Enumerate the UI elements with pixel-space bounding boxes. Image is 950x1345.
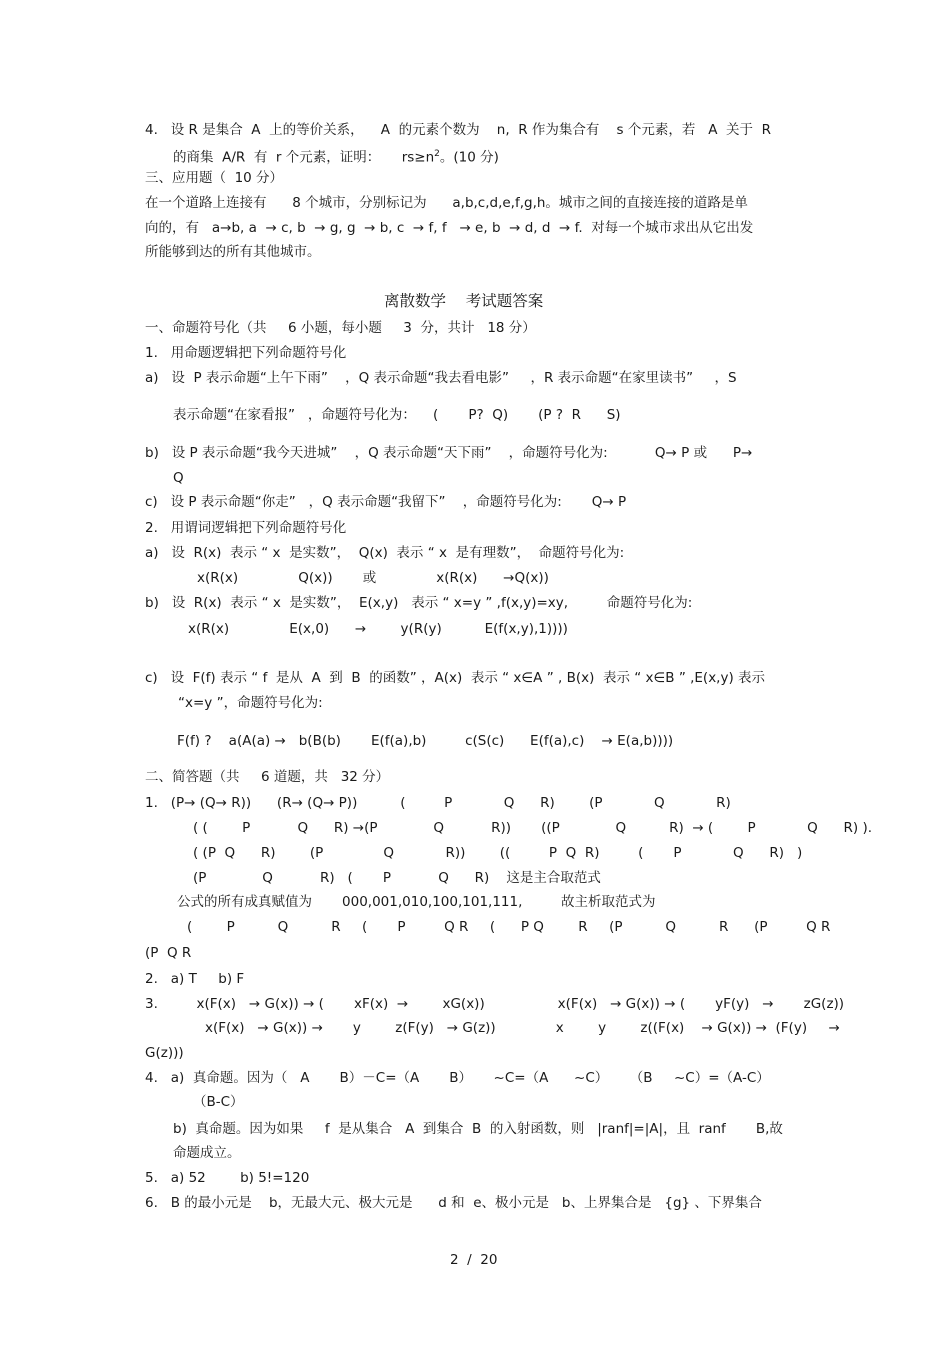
section-3-heading: 三、应用题（ 10 分） [145, 170, 284, 186]
answer-line: Q [173, 470, 184, 486]
formula-line: (P Q R [145, 945, 192, 961]
formula-line: G(z))) [145, 1045, 184, 1061]
formula-line: ( ( P Q R) →(P Q R)) ((P Q R) → ( P Q R) ). [193, 820, 873, 836]
answer-line: 6. B 的最小元是 b，无最大元、极大元是 d 和 e、极小元是 b、上界集合是 {g} 、下界集合 [145, 1195, 762, 1211]
answer-line: 公式的所有成真赋值为 000,001,010,100,101,111, 故主析取范式为 [177, 894, 656, 910]
answer-line: c) 设 P 表示命题“你走” ，Q 表示命题“我留下” ，命题符号化为: Q→ P [145, 494, 627, 510]
formula-line: x(R(x) E(x,0) → y(R(y) E(f(x,y),1)))) [188, 621, 568, 637]
answer-line: b) 设 R(x) 表示 “ x 是实数”， E(x,y) 表示 “ x=y ” ,f(x,y)=xy, 命题符号化为: [145, 595, 693, 611]
answer-line: 表示命题“在家看报” ，命题符号化为： ( P? Q) (P ? R S) [173, 407, 621, 423]
formula-line: 3. x(F(x) → G(x)) → ( xF(x) → xG(x)) x(F(x) → G(x)) → ( yF(y) → zG(z)) [145, 996, 845, 1012]
answer-line: 1. 用命题逻辑把下列命题符号化 [145, 345, 347, 361]
answer-line: c) 设 F(f) 表示 “ f 是从 A 到 B 的函数” ，A(x) 表示 “ x∈A ” , B(x) 表示 “ x∈B ” ,E(x,y) 表示 [145, 670, 766, 686]
section-3-text: 向的，有 a→b, a → c, b → g, g → b, c → f, f → e, b → d, d → f. 对每一个城市求出从它出发 [145, 220, 754, 236]
answers-title: 离散数学 考试题答案 [384, 292, 544, 310]
answer-line: 2. 用谓词逻辑把下列命题符号化 [145, 520, 347, 536]
formula-line: x(R(x) Q(x)) 或 x(R(x) →Q(x)) [197, 570, 549, 586]
question-4-line-2 [173, 145, 499, 167]
formula-line: ( (P Q R) (P Q R)) (( P Q R) ( P Q R) ) [193, 845, 803, 861]
formula-line: (P Q R) ( P Q R) 这是主合取范式 [193, 870, 601, 886]
answer-line: a) 设 R(x) 表示 “ x 是实数”， Q(x) 表示 “ x 是有理数”， 命题符号化为: [145, 545, 625, 561]
answer-line: 5. a) 52 b) 5!=120 [145, 1170, 310, 1186]
question-4-line-1: 4. 设 R 是集合 A 上的等价关系， A 的元素个数为 n, R 作为集合有 s 个元素，若 A 关于 R [145, 122, 772, 138]
answer-line: 命题成立。 [173, 1145, 241, 1161]
formula-line: F(f) ? a(A(a) → b(B(b) E(f(a),b) c(S(c) E(f(a),c) → E(a,b)))) [177, 733, 674, 749]
section-heading: 二、简答题（共 6 道题，共 32 分） [145, 769, 390, 785]
answer-line: （B-C） [193, 1094, 244, 1110]
answer-line: b) 设 P 表示命题“我今天进城” ，Q 表示命题“天下雨” ，命题符号化为: Q→ P 或 P→ [145, 445, 753, 461]
answer-line: 2. a) T b) F [145, 971, 245, 987]
formula-line: 1. (P→ (Q→ R)) (R→ (Q→ P)) ( P Q R) (P Q R) [145, 795, 731, 811]
section-heading: 一、命题符号化（共 6 小题，每小题 3 分，共计 18 分） [145, 320, 536, 336]
question-4-score: 。(10 分) [439, 149, 499, 166]
section-3-text: 所能够到达的所有其他城市。 [145, 244, 321, 260]
question-4-text: 的商集 A/R 有 r 个元素，证明： rs≥n [173, 149, 435, 166]
answer-line: a) 设 P 表示命题“上午下雨” ，Q 表示命题“我去看电影” ，R 表示命题“在家里读书” ，S [145, 370, 737, 386]
formula-line: x(F(x) → G(x)) → y z(F(y) → G(z)) x y z((F(x) → G(x)) → (F(y) → [205, 1020, 840, 1036]
page-number: 2 / 20 [450, 1252, 498, 1268]
answer-line: b) 真命题。因为如果 f 是从集合 A 到集合 B 的入射函数，则 |ranf|=|A|，且 ranf B,故 [173, 1121, 783, 1137]
answer-line: “x=y ”，命题符号化为: [178, 695, 323, 711]
exponent: 2 [434, 149, 440, 159]
formula-line: ( P Q R ( P Q R ( P Q R (P Q R (P Q R [187, 919, 831, 935]
section-3-text: 在一个道路上连接有 8 个城市，分别标记为 a,b,c,d,e,f,g,h。城市之间的直接连接的道路是单 [145, 195, 748, 211]
answer-line: 4. a) 真命题。因为（ A B）－C=（A B） ~C=（A ~C） （B ~C）=（A-C） [145, 1070, 770, 1086]
